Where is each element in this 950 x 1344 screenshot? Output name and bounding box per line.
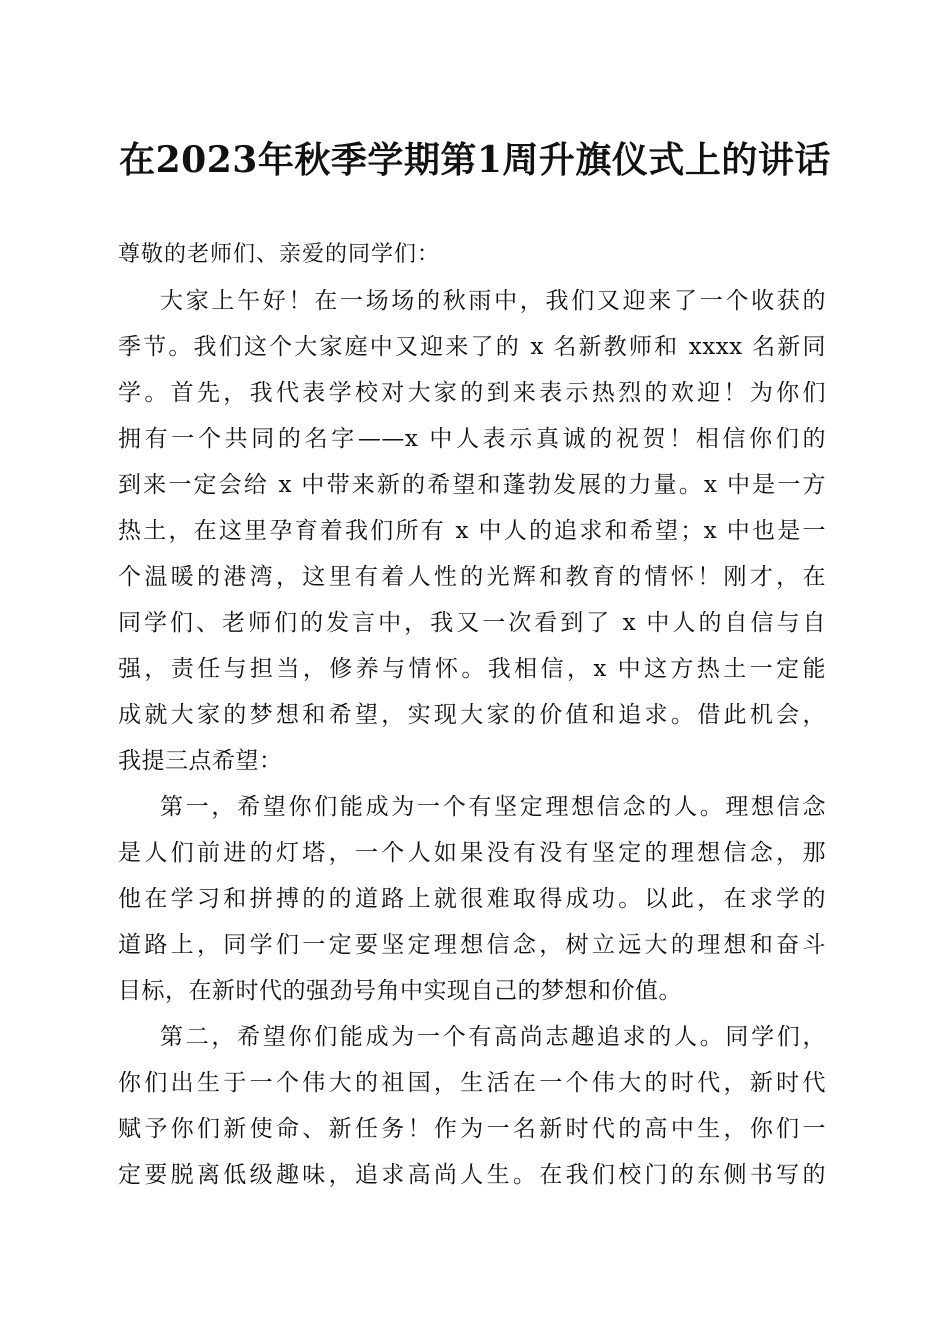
paragraph-line: 是人们前进的灯塔，一个人如果没有没有坚定的理想信念，那 — [118, 840, 826, 866]
paragraph-line: 定要脱离低级趣味，追求高尚人生。在我们校门的东侧书写的 — [118, 1162, 826, 1188]
paragraph-line: 拥有一个共同的名字——x 中人表示真诚的祝贺！相信你们的 — [118, 426, 826, 452]
paragraph-line: 他在学习和拼搏的的道路上就很难取得成功。以此，在求学的 — [118, 886, 826, 912]
paragraph-line: 道路上，同学们一定要坚定理想信念，树立远大的理想和奋斗 — [118, 932, 826, 958]
paragraph-line: 第二，希望你们能成为一个有高尚志趣追求的人。同学们， — [160, 1024, 826, 1050]
paragraph-2 — [118, 784, 826, 1014]
paragraph-line: 热土，在这里孕育着我们所有 x 中人的追求和希望；x 中也是一 — [118, 518, 826, 544]
paragraph-line: 学。首先，我代表学校对大家的到来表示热烈的欢迎！为你们 — [118, 380, 826, 406]
salutation: 尊敬的老师们、亲爱的同学们： — [118, 242, 441, 267]
document-title: 在2023年秋季学期第1周升旗仪式上的讲话 — [119, 139, 831, 181]
paragraph-line: 到来一定会给 x 中带来新的希望和蓬勃发展的力量。x 中是一方 — [118, 472, 826, 498]
paragraph-line: 第一，希望你们能成为一个有坚定理想信念的人。理想信念 — [160, 794, 826, 820]
paragraph-line: 季节。我们这个大家庭中又迎来了的 x 名新教师和 xxxx 名新同 — [118, 334, 826, 360]
document-body — [118, 232, 826, 1198]
paragraph-line: 同学们、老师们的发言中，我又一次看到了 x 中人的自信与自 — [118, 610, 826, 636]
paragraph-1 — [118, 278, 826, 784]
paragraph-line: 我提三点希望： — [118, 748, 283, 774]
paragraph-line: 你们出生于一个伟大的祖国，生活在一个伟大的时代，新时代 — [118, 1070, 826, 1096]
paragraph-line: 个温暖的港湾，这里有着人性的光辉和教育的情怀！刚才，在 — [118, 564, 826, 590]
paragraph-3 — [118, 1014, 826, 1198]
paragraph-line: 大家上午好！在一场场的秋雨中，我们又迎来了一个收获的 — [160, 288, 826, 314]
paragraph-line: 目标，在新时代的强劲号角中实现自己的梦想和价值。 — [118, 978, 682, 1004]
paragraph-line: 成就大家的梦想和希望，实现大家的价值和追求。借此机会， — [118, 702, 826, 728]
paragraph-line: 强，责任与担当，修养与情怀。我相信，x 中这方热土一定能 — [118, 656, 826, 682]
paragraph-line: 赋予你们新使命、新任务！作为一名新时代的高中生，你们一 — [118, 1116, 826, 1142]
